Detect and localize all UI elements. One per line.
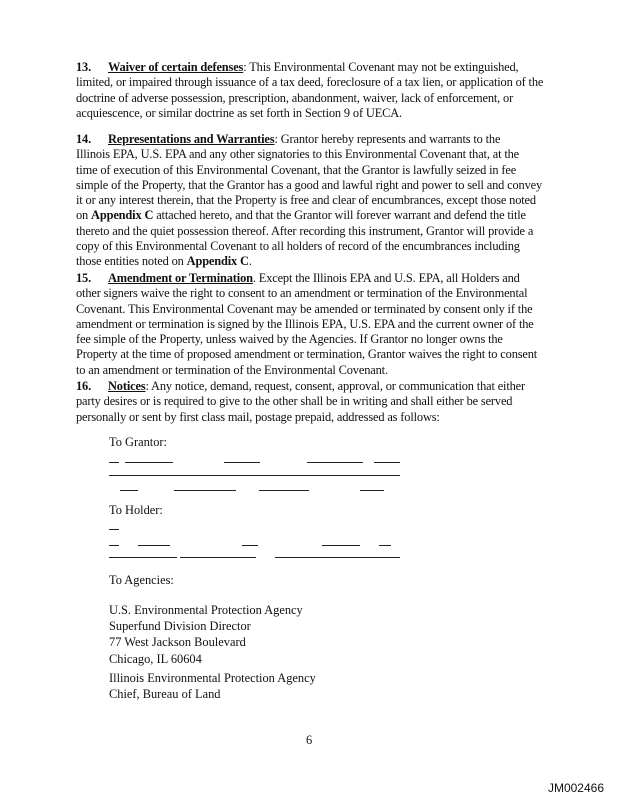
- text-segment: to an amendment or termination of the Environmental Covenant.: [76, 362, 388, 377]
- text-segment: it or any interest therein, that the Property is free and clear of encumbrances, except those noted: [76, 193, 536, 208]
- text-segment: amendment or termination is signed by the Illinois EPA, U.S. EPA and the current owner of the: [76, 316, 534, 331]
- text-segment: those entities noted on: [76, 254, 187, 269]
- text-line: [76, 60, 576, 75]
- text-segment: acquiescence, or similar doctrine as set forth in Section 9 of UECA.: [76, 105, 402, 120]
- section-heading: Amendment or Termination: [108, 271, 253, 285]
- text-segment: personally or sent by first class mail, postage prepaid, addressed as follows:: [76, 409, 440, 424]
- text-line: [76, 91, 576, 106]
- address-line: Chicago, IL 60604: [109, 651, 202, 666]
- section-heading: Notices: [108, 379, 146, 393]
- section-heading: Representations and Warranties: [108, 132, 275, 146]
- section-15-amendment: [76, 271, 576, 378]
- text-line: [76, 132, 576, 147]
- section-16-notices: [76, 379, 576, 425]
- text-segment: thereto and the quiet possession thereof. After recording this instrument, Grantor will provide a: [76, 223, 534, 238]
- address-line: Chief, Bureau of Land: [109, 687, 221, 702]
- text-line: [76, 163, 576, 178]
- text-segment: on: [76, 208, 92, 223]
- text-line: [76, 302, 576, 317]
- text-segment: limited, or impaired through issuance of a tax deed, foreclosure of a tax lien, or application of the: [76, 75, 544, 90]
- text-line: [76, 239, 576, 254]
- text-segment: doctrine of adverse possession, prescription, abandonment, waiver, lack of enforcement, or: [76, 90, 514, 105]
- text-line: [76, 379, 576, 394]
- to-holder-label: To Holder:: [109, 503, 163, 517]
- text-line: [76, 286, 576, 301]
- text-segment: .: [248, 254, 252, 269]
- text-line: [76, 410, 576, 425]
- page-number: 6: [306, 733, 313, 747]
- text-segment: other signers waive the right to consent to an amendment or termination of the Environmental: [76, 286, 528, 301]
- text-segment: simple of the Property, that the Grantor has a good and lawful right and power to sell and convey: [76, 177, 543, 192]
- text-segment: : Any notice, demand, request, consent, approval, or communication that either: [145, 379, 526, 393]
- text-line: [76, 317, 576, 332]
- text-line: [76, 208, 576, 223]
- text-segment: Covenant. This Environmental Covenant may be amended or terminated by consent only if the: [76, 301, 533, 316]
- text-segment: fee simple of the Property, unless waived by the Agencies. If Grantor no longer owns the: [76, 332, 503, 347]
- text-segment: Illinois EPA, U.S. EPA and any other signatories to this Environmental Covenant that, at the: [76, 147, 520, 162]
- us-epa-address: [109, 602, 303, 667]
- section-number: 13.: [76, 60, 92, 74]
- text-line: [76, 147, 576, 162]
- section-heading: Waiver of certain defenses: [108, 60, 244, 74]
- text-segment: time of execution of this Environmental Covenant, that the Grantor is lawfully seized in fee: [76, 162, 517, 177]
- text-line: [76, 347, 576, 362]
- illinois-epa-address: [109, 670, 316, 702]
- text-segment: Property at the time of proposed amendment or termination, Grantor waives the right to consent: [76, 347, 538, 362]
- to-grantor-label: To Grantor:: [109, 435, 167, 449]
- text-line: [76, 363, 576, 378]
- text-line: [76, 332, 576, 347]
- text-segment: : Grantor hereby represents and warrants to the: [274, 132, 501, 146]
- text-segment: attached hereto, and that the Grantor will forever warrant and defend the title: [153, 208, 526, 223]
- section-number: 15.: [76, 271, 92, 285]
- text-line: [76, 394, 576, 409]
- section-number: 14.: [76, 132, 92, 146]
- address-line: 77 West Jackson Boulevard: [109, 635, 246, 650]
- text-segment: . Except the Illinois EPA and U.S. EPA, all Holders and: [252, 271, 520, 285]
- text-line: [76, 75, 576, 90]
- bates-number: JM002466: [547, 781, 604, 795]
- bold-reference: Appendix C: [186, 254, 249, 269]
- text-segment: : This Environmental Covenant may not be extinguished,: [243, 60, 519, 74]
- section-13-waiver: [76, 60, 576, 121]
- bold-reference: Appendix C: [91, 208, 154, 223]
- address-line: Illinois Environmental Protection Agency: [109, 671, 316, 685]
- text-line: [76, 193, 576, 208]
- to-agencies-label: To Agencies:: [109, 573, 174, 587]
- text-line: [76, 178, 576, 193]
- section-number: 16.: [76, 379, 92, 393]
- section-14-representations: [76, 132, 576, 270]
- text-line: [76, 106, 576, 121]
- text-segment: copy of this Environmental Covenant to all holders of record of the encumbrances including: [76, 239, 520, 254]
- text-line: [76, 254, 576, 269]
- address-line: Superfund Division Director: [109, 619, 251, 634]
- text-line: [76, 271, 576, 286]
- address-line: U.S. Environmental Protection Agency: [109, 603, 303, 617]
- text-segment: party desires or is required to give to the other shall be in writing and shall either be served: [76, 394, 513, 409]
- text-line: [76, 224, 576, 239]
